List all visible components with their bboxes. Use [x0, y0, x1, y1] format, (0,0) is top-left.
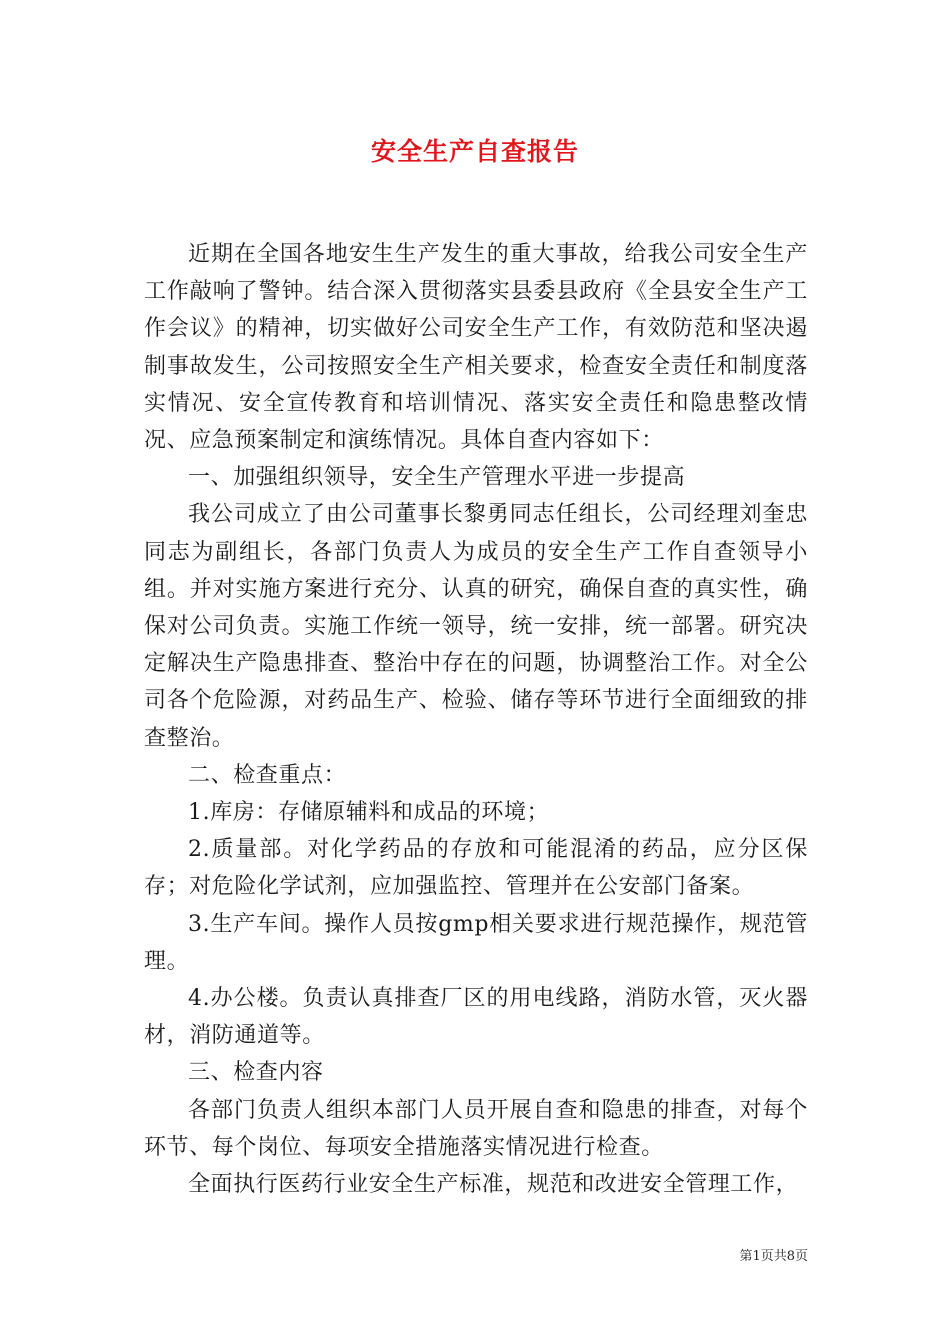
list-item-quality: 2.质量部。对化学药品的存放和可能混淆的药品，应分区保存；对危险化学试剂，应加强监控、管理并在公安部门备案。 [144, 837, 808, 900]
list-item-workshop: 3.生产车间。操作人员按gmp相关要求进行规范操作，规范管理。 [144, 911, 808, 974]
list-item-warehouse: 1.库房：存储原辅料和成品的环境； [188, 800, 550, 826]
section-heading-3: 三、检查内容 [188, 1060, 324, 1086]
paragraph-organization: 我公司成立了由公司董事长黎勇同志任组长，公司经理刘奎忠同志为副组长，各部门负责人为成员的安全生产工作自查领导小组。并对实施方案进行充分、认真的研究，确保自查的真实性，确保对公司负责。实施工作统一领导，统一安排，统一部署。研究决定解决生产隐患排查、整治中存在的问题，协调整治工作。对全公司各个危险源，对药品生产、检验、储存等环节进行全面细致的排查整治。 [144, 502, 808, 751]
paragraph-standards: 全面执行医药行业安全生产标准，规范和改进安全管理工作， [188, 1172, 799, 1198]
page-number: 第1页共8页 [739, 1249, 808, 1264]
section-heading-1: 一、加强组织领导，安全生产管理水平进一步提高 [188, 465, 686, 491]
list-item-office: 4.办公楼。负责认真排查厂区的用电线路，消防水管，灭火器材，消防通道等。 [144, 986, 808, 1049]
section-heading-2: 二、检查重点： [188, 762, 347, 788]
paragraph-intro: 近期在全国各地安生生产发生的重大事故，给我公司安全生产工作敲响了警钟。结合深入贯彻落实县委县政府《全县安全生产工作会议》的精神，切实做好公司安全生产工作，有效防范和坚决遏制事故发生，公司按照安全生产相关要求，检查安全责任和制度落实情况、安全宣传教育和培训情况、落实安全责任和隐患整改情况、应急预案制定和演练情况。具体自查内容如下： [144, 242, 808, 454]
paragraph-inspection: 各部门负责人组织本部门人员开展自查和隐患的排查，对每个环节、每个岗位、每项安全措施落实情况进行检查。 [144, 1097, 808, 1160]
document-title: 安全生产自查报告 [370, 137, 579, 166]
document-body [144, 236, 808, 1203]
